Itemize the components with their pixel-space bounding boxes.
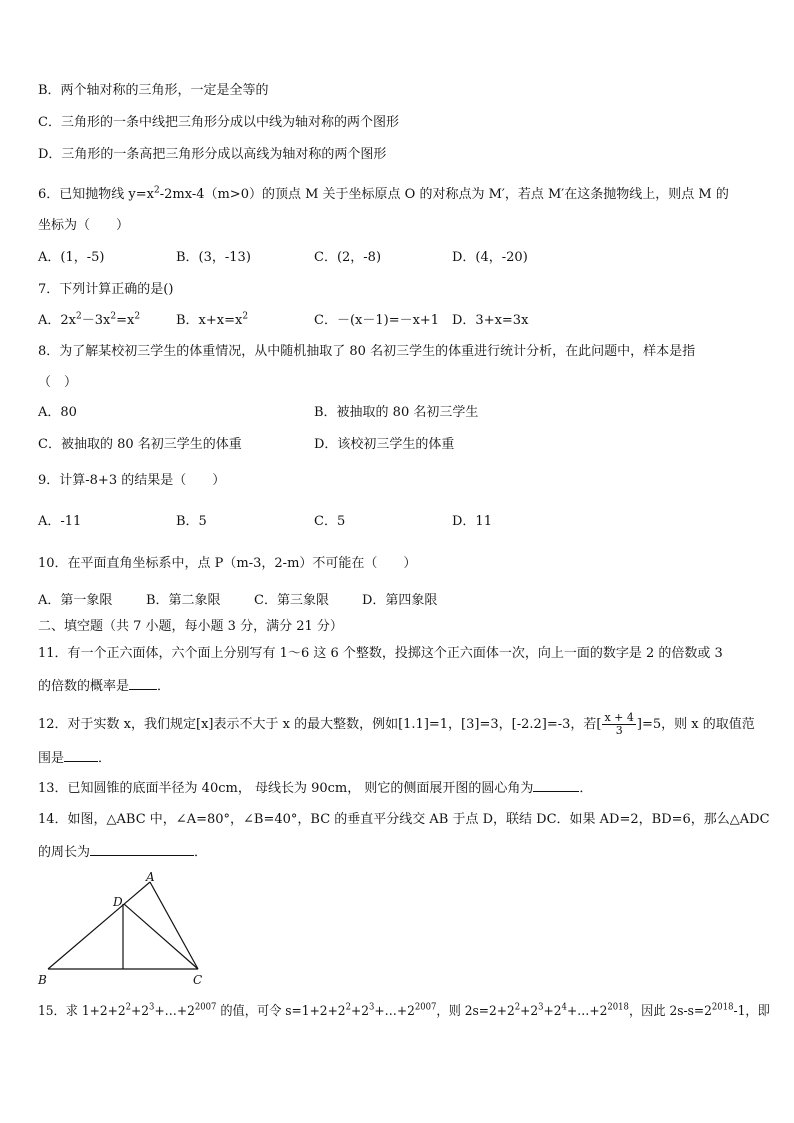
q10-option-a: A．第一象限 (38, 593, 113, 608)
q6-option-a: A．(1，-5) (38, 250, 105, 265)
q15-stem: 15．求 $1+2+2^2+2^3+\dots+2^{2007}$ 的值，可令 $s=1+2+2^2+2^3+\dots+2^{2007}$，则 $2s=2+2^2+2^3+2^4+\dots+2^{2018}$，因此 $2s-s=2^{2018}-1$，即 (38, 1002, 770, 1019)
q10-option-c: C．第三象限 (254, 593, 329, 608)
q12-stem: 12．对于实数 x，我们规定[x]表示不大于 x 的最大整数，例如[1.1]=1，[3]=3，[-2.2]=-3，若[ $\frac{x + 4}{3}$ ]=5，则 x 的取值范 (38, 711, 755, 737)
segment-ba (48, 882, 150, 969)
q9-option-c: C．5 (314, 514, 346, 529)
q9-option-b: B．5 (176, 514, 207, 529)
q11-stem: 11．有一个正六面体，六个面上分别写有 1～6 这 6 个整数，投掷这个正六面体一次，向上一面的数字是 2 的倍数或 3 (38, 646, 723, 661)
q8-option-b: B．被抽取的 80 名初三学生 (314, 405, 479, 420)
q9-stem: 9．计算-8+3 的结果是（ ） (38, 473, 226, 488)
section-title-fill-in: 二、填空题（共 7 小题，每小题 3 分，满分 21 分） (38, 619, 343, 634)
label-a: A (146, 870, 155, 884)
segment-ac (150, 882, 198, 969)
triangle-figure (30, 866, 220, 990)
q5-option-b: B．两个轴对称的三角形，一定是全等的 (38, 83, 269, 98)
q8-option-c: C．被抽取的 80 名初三学生的体重 (38, 437, 242, 452)
label-b: B (38, 973, 47, 987)
q12-answer-blank[interactable] (64, 749, 98, 762)
q8-option-a: A．80 (38, 405, 77, 420)
q7-option-d: D．3+x=3x (452, 313, 529, 328)
q11-answer-blank[interactable] (129, 677, 157, 690)
q6-option-d: D．(4，-20) (452, 250, 528, 265)
q13-stem: 13．已知圆锥的底面半径为 40cm， 母线长为 90cm， 则它的侧面展开图的圆心角为 ． (38, 781, 593, 796)
q13-answer-blank[interactable] (533, 779, 579, 792)
q7-stem: 7．下列计算正确的是() (38, 282, 174, 297)
q6-stem-2: 坐标为（ ） (38, 218, 130, 233)
q8-stem: 8．为了解某校初三学生的体重情况，从中随机抽取了 80 名初三学生的体重进行统计分析，在此问题中，样本是指 (38, 344, 696, 359)
q7-option-a: A．$2x^2-3x^2=x^2$ (38, 311, 141, 328)
q5-option-d: D．三角形的一条高把三角形分成以高线为轴对称的两个图形 (38, 147, 387, 162)
q6-option-b: B．(3，-13) (176, 250, 251, 265)
q9-option-d: D．11 (452, 514, 492, 529)
q14-stem: 14．如图，△ABC 中，∠A=80°，∠B=40°，BC 的垂直平分线交 AB 于点 D，联结 DC．如果 AD=2，BD=6，那么△ADC (38, 812, 770, 827)
q7-option-b: B．$x+x=x^2$ (176, 311, 249, 328)
q14-stem-2: 的周长为 ． (38, 845, 208, 860)
q12-stem-2: 围是 ． (38, 751, 112, 766)
q11-stem-2: 的倍数的概率是 ． (38, 679, 171, 694)
q10-stem: 10．在平面直角坐标系中，点 P（m-3，2-m）不可能在（ ） (38, 556, 417, 571)
q10-option-b: B．第二象限 (146, 593, 221, 608)
q14-answer-blank[interactable] (90, 843, 194, 856)
q10-option-d: D．第四象限 (362, 593, 438, 608)
q6-option-c: C．(2，-8) (314, 250, 382, 265)
q9-option-a: A．-11 (38, 514, 82, 529)
q12-fraction: $\frac{x + 4}{3}$ (604, 711, 634, 737)
q8-option-d: D．该校初三学生的体重 (314, 437, 455, 452)
q7-option-c: C．－(x－1)=－x+1 (314, 313, 440, 328)
label-c: C (193, 973, 203, 987)
q5-option-c: C．三角形的一条中线把三角形分成以中线为轴对称的两个图形 (38, 115, 399, 130)
q6-stem: 6．已知抛物线 $y=x^2-2mx-4(m>0)$的顶点 M 关于坐标原点 O 的对称点为 M′，若点 M′在这条抛物线上，则点 M 的 (38, 185, 729, 202)
q8-stem-2: （ ） (38, 375, 78, 390)
segment-dc (124, 904, 198, 969)
label-d: D (113, 895, 123, 909)
